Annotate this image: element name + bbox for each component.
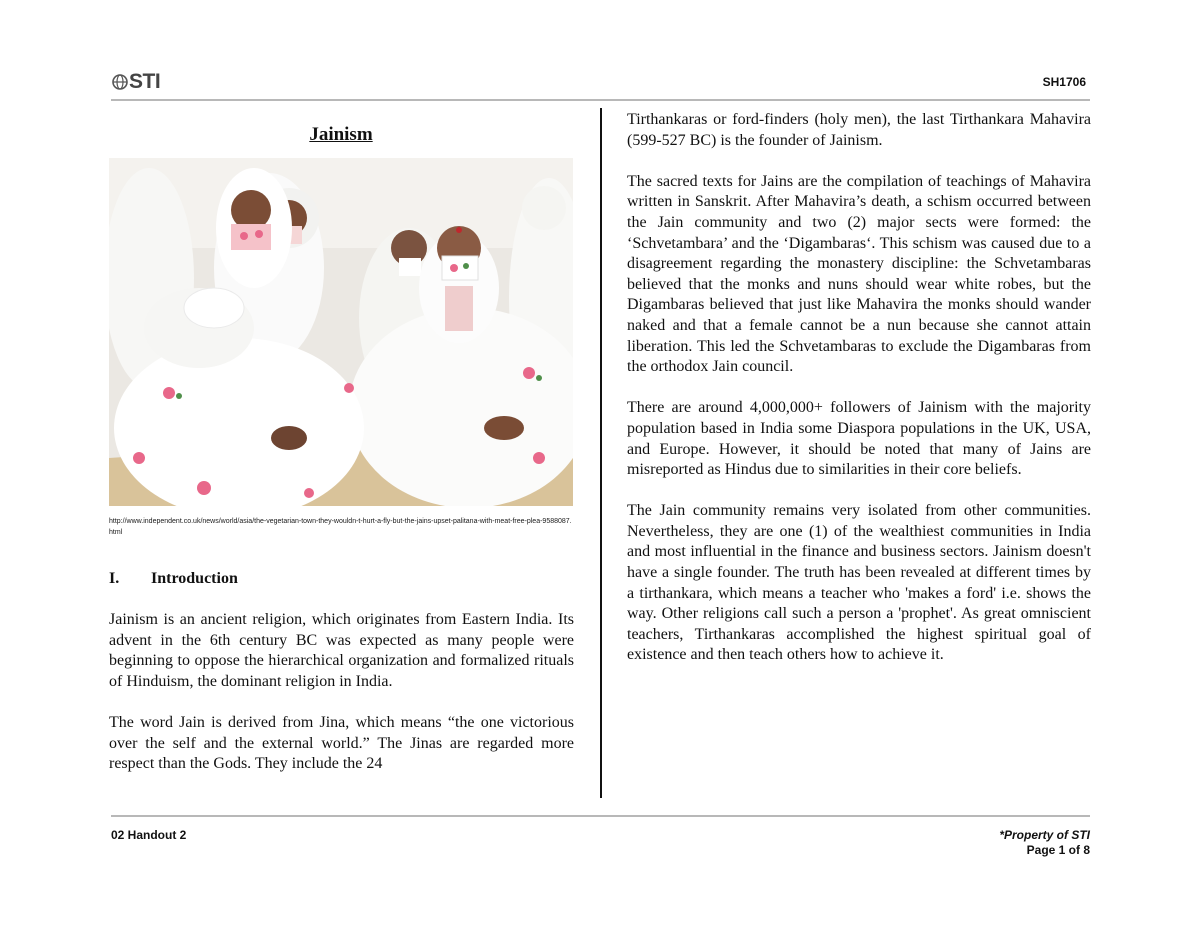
sti-globe-icon [112,74,128,90]
logo-text: STI [129,70,161,93]
footer-rule [111,815,1090,817]
header-rule [111,99,1090,101]
document-code: SH1706 [1042,75,1086,89]
paragraph: The Jain community remains very isolated from other communities. Nevertheless, they are one (1) of the wealthiest communities in India and most influential in the finance and business sectors. Jainism doesn't have a single founder. The truth has been revealed at different times by a tirthankara, which means a teacher who 'makes a ford' i.e. shows the way. Other religions call such a person a 'prophet'. As great omniscient teachers, Tirthankaras accomplished the highest spiritual goal of existence and then teach others how to achieve it. [627,502,1091,664]
page-title: Jainism [309,124,373,145]
footer-right [999,828,1090,858]
section-title: Introduction [151,570,238,587]
page-number: Page 1 of 8 [1026,843,1090,857]
image-credit-link[interactable]: http://www.independent.co.uk/news/world/asia/the-vegetarian-town-they-wouldn-t-hurt-a-fly-but-the-jains-upset-palitana-with-meat-free-plea-9588087.html [109,518,572,536]
paragraph: Tirthankaras or ford-finders (holy men), the last Tirthankara Mahavira (599-527 BC) is the founder of Jainism. [627,111,1091,149]
property-notice: *Property of STI [999,828,1090,842]
jain-nuns-photo [109,158,573,506]
paragraph: The sacred texts for Jains are the compilation of teachings of Mahavira written in Sanskrit. After Mahavira’s death, a schism occurred between the Jain community and two (2) major sects were formed: the ‘Schvetambara’ and the ‘Digambaras‘. This schism was caused due to a disagreement regarding the monastery discipline: the Schvetambaras believed that the monks and nuns should wear white robes, but the Digambaras believed that just like Mahavira the monks should wander naked and that a female cannot be a nun because she cannot attain liberation. This led the Schvetambaras to exclude the Digambaras from the orthodox Jain council. [627,172,1091,376]
sti-logo [112,70,160,94]
left-column-text [109,610,574,775]
section-number: I. [109,570,120,587]
paragraph: Jainism is an ancient religion, which originates from Eastern India. Its advent in the 6th century BC was expected as many people were beginning to oppose the hierarchical organization and formalized rituals of Hinduism, the dominant religion in India. [109,611,574,690]
section-heading [109,570,238,588]
right-column-text [627,110,1091,666]
paragraph: There are around 4,000,000+ followers of Jainism with the majority population based in India some Diaspora populations in the UK, USA, and Europe. However, it should be noted that many of Jains are misreported as Hindus due to similarities in their core beliefs. [627,399,1091,479]
column-divider [600,108,602,798]
paragraph: The word Jain is derived from Jina, which means “the one victorious over the self and the external world.” The Jinas are regarded more respect than the Gods. They include the 24 [109,713,574,773]
handout-label: 02 Handout 2 [111,828,187,842]
